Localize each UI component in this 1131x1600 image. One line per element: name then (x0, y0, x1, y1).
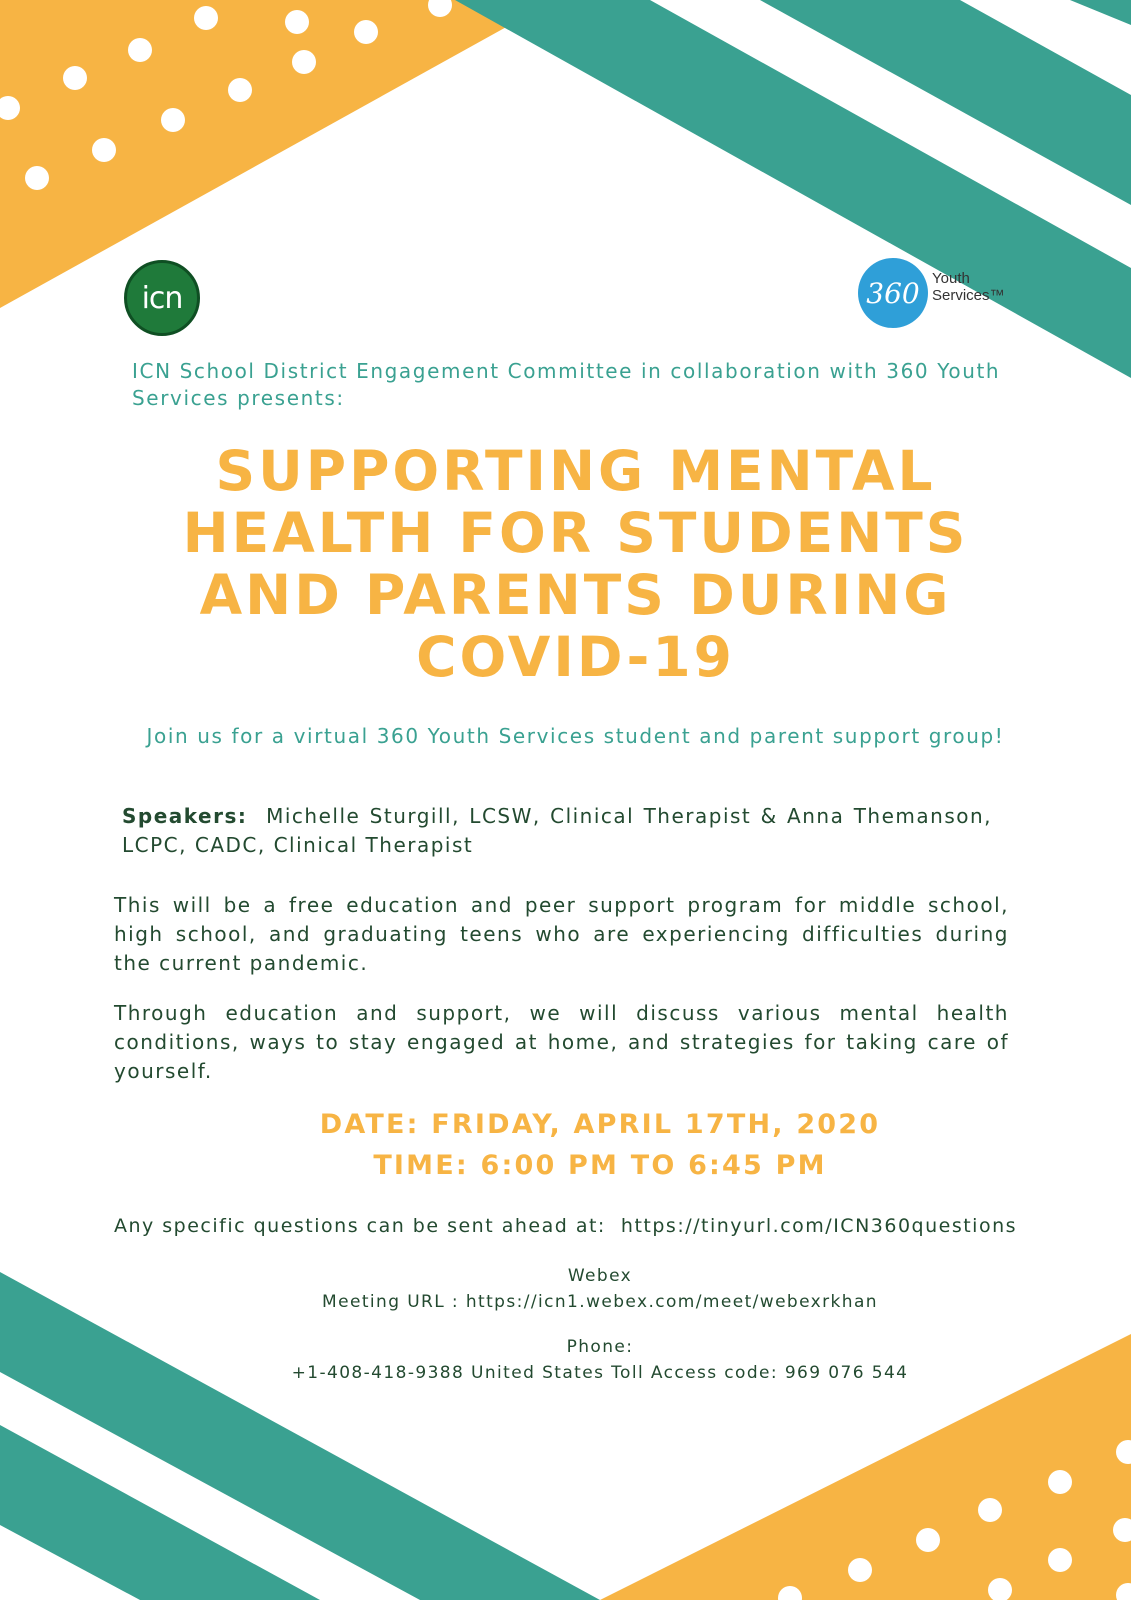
logo-360-circle (858, 258, 928, 328)
logo-360-line2: Services™ (932, 287, 1005, 304)
speakers-label: Speakers: (122, 804, 248, 828)
description-paragraph-2: Through education and support, we will discuss various mental health conditions, ways to stay engaged at home, and strategies for taking care of yourself. (114, 1001, 1009, 1083)
top-left-orange-triangle (0, 0, 555, 308)
top-right-teal-stripe-3 (1070, 0, 1131, 25)
phone-info (120, 1334, 1080, 1386)
logo-360-number: 360 (866, 276, 920, 310)
webex-label: Webex (567, 1266, 633, 1286)
event-time: TIME: 6:00 PM TO 6:45 PM (373, 1150, 827, 1181)
speakers-block (122, 802, 992, 860)
phone-label: Phone: (566, 1337, 634, 1357)
event-title: SUPPORTING MENTAL HEALTH FOR STUDENTS AND PARENTS DURING COVID-19 (182, 439, 969, 689)
speakers-names: Michelle Sturgill, LCSW, Clinical Therapist & Anna Themanson, LCPC, CADC, Clinical Therapist (122, 804, 993, 857)
event-subtitle: Join us for a virtual 360 Youth Services student and parent support group! (146, 724, 1005, 748)
event-date: DATE: FRIDAY, APRIL 17TH, 2020 (319, 1109, 881, 1140)
questions-link[interactable]: https://tinyurl.com/ICN360questions (620, 1215, 1018, 1237)
questions-text: Any specific questions can be sent ahead at: (113, 1215, 606, 1237)
meeting-url-label: Meeting URL : (322, 1292, 460, 1312)
description-paragraph-1: This will be a free education and peer support program for middle school, high school, and graduating teens who are experiencing difficulties during the current pandemic. (114, 893, 1009, 975)
icn-logo (124, 260, 200, 336)
webex-info (120, 1263, 1080, 1315)
meeting-url-link[interactable]: https://icn1.webex.com/meet/webexrkhan (465, 1292, 878, 1312)
phone-details: +1-408-418-9388 United States Toll Access code: 969 076 544 (291, 1363, 909, 1383)
logo-360-words (932, 270, 1005, 304)
webex-meeting-line (120, 1289, 1080, 1315)
logo-360-line1: Youth (932, 270, 970, 287)
intro-text: ICN School District Engagement Committee in collaboration with 360 Youth Services presents: (132, 359, 1001, 410)
icn-logo-text: icn (141, 280, 183, 316)
questions-line (40, 1215, 1091, 1237)
youth-services-logo (858, 258, 1008, 330)
